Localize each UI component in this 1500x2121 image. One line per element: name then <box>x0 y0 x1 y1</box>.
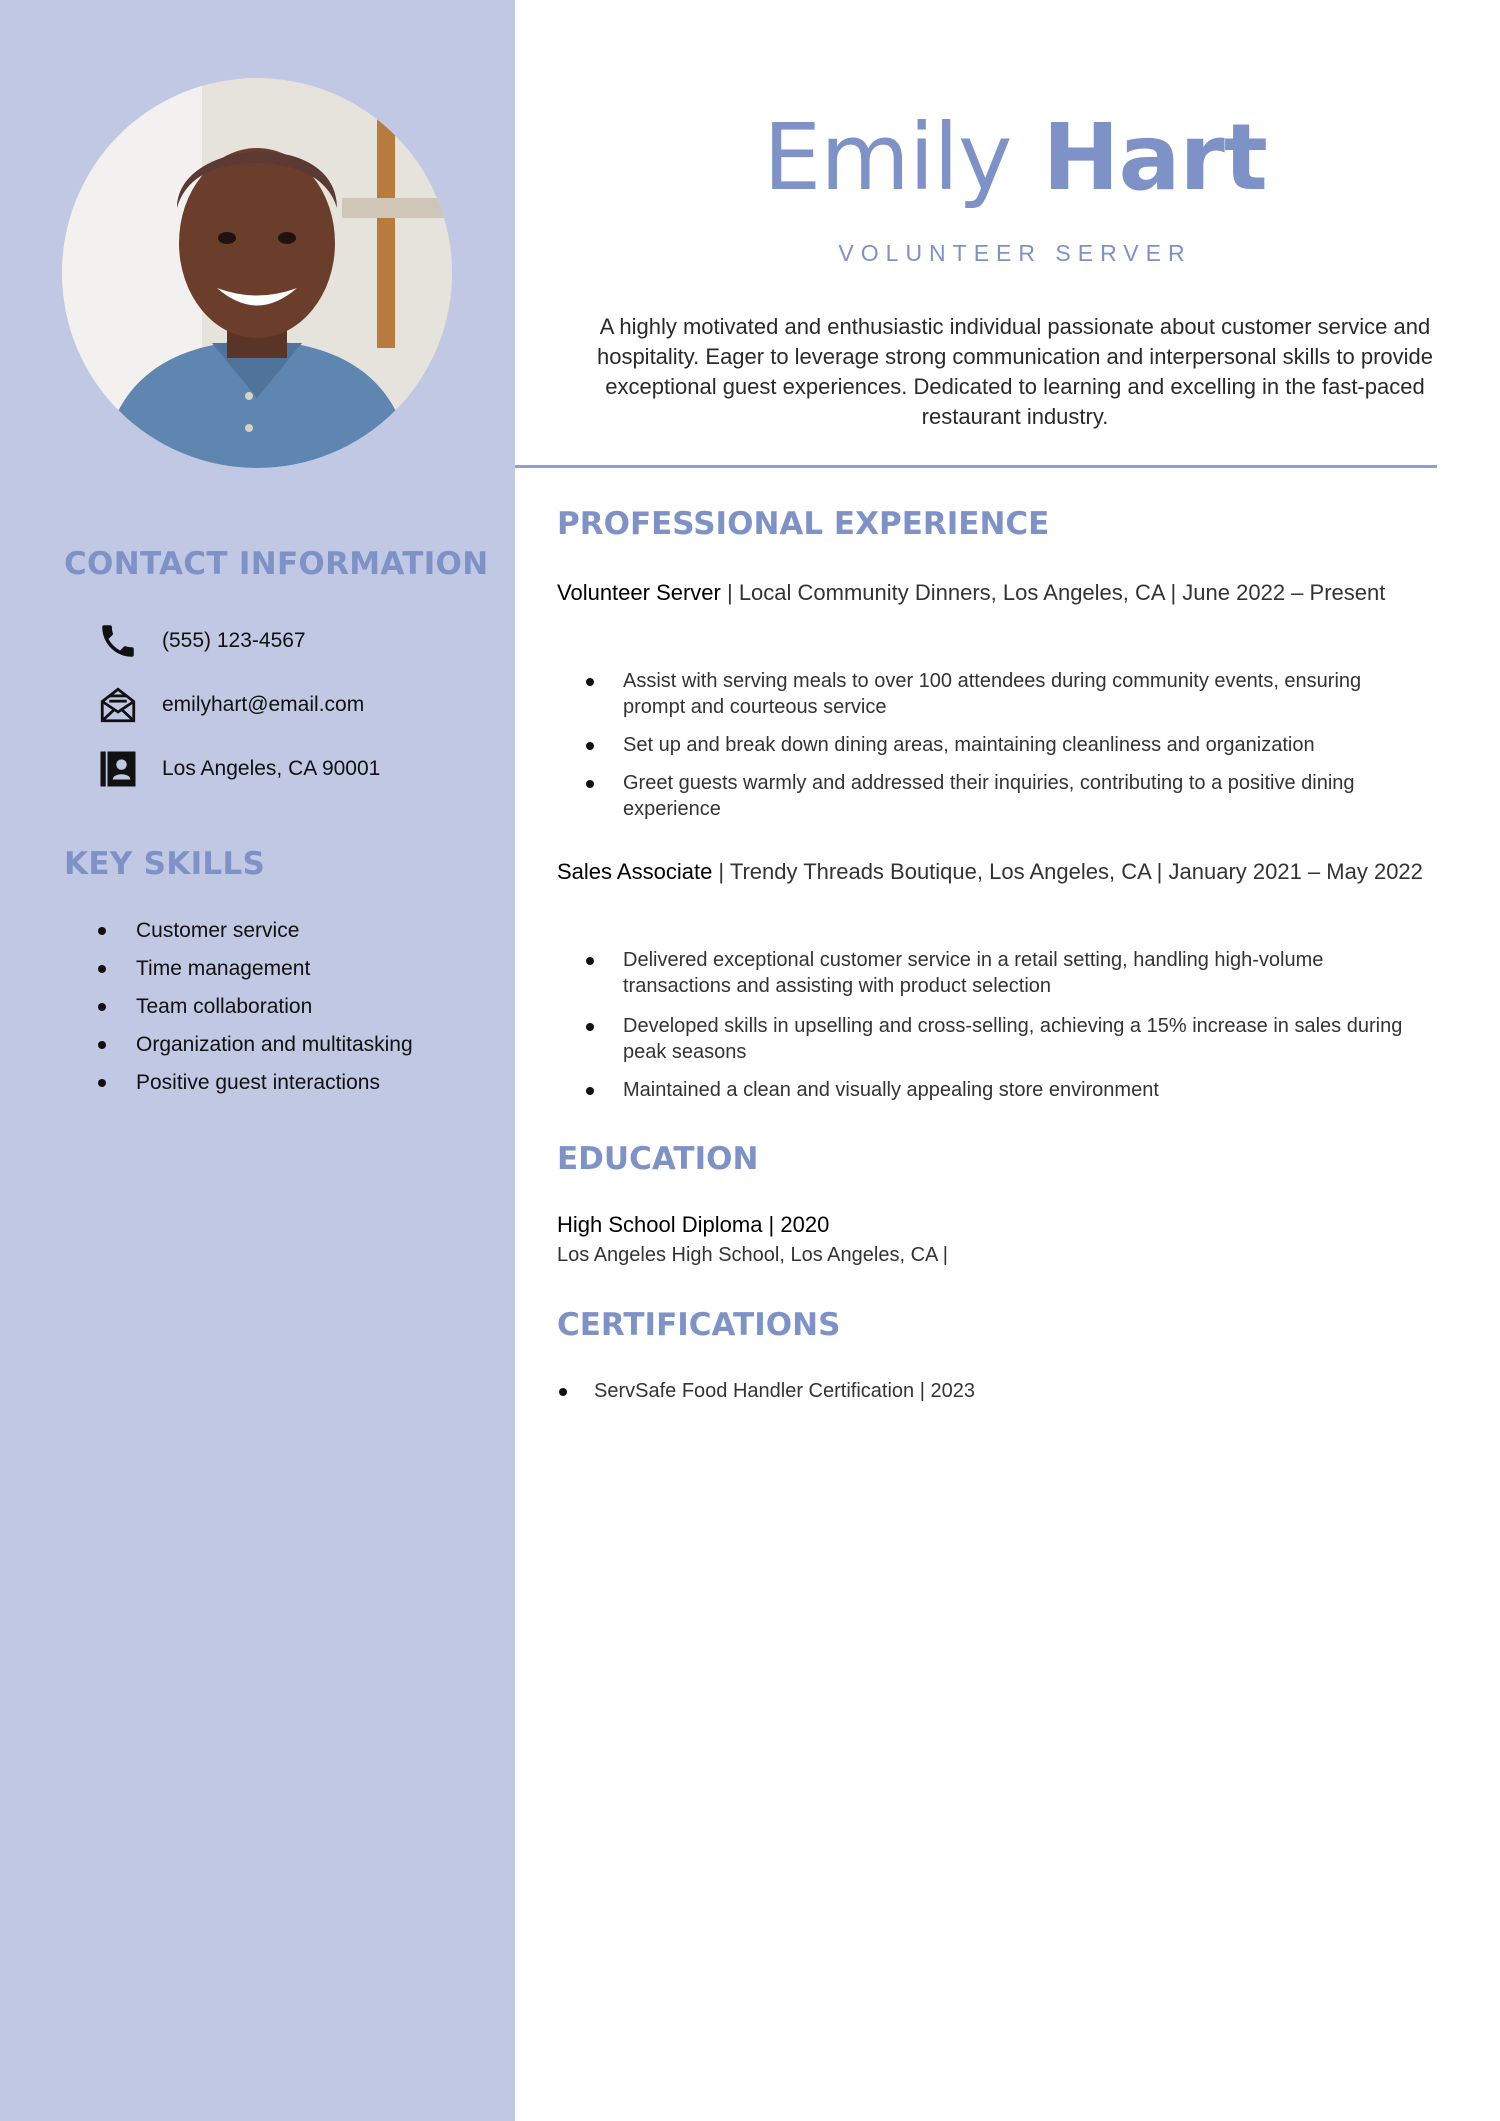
contact-phone <box>96 617 306 665</box>
candidate-name <box>515 104 1500 211</box>
email-text: emilyhart@email.com <box>162 693 365 716</box>
education-heading: EDUCATION <box>557 1141 759 1177</box>
experience-heading: PROFESSIONAL EXPERIENCE <box>557 506 1050 542</box>
job-bullet: Set up and break down dining areas, maintaining cleanliness and organization <box>583 732 1423 758</box>
phone-text: (555) 123-4567 <box>162 629 306 652</box>
job-title: Volunteer Server <box>557 580 721 605</box>
job-bullet: Greet guests warmly and addressed their inquiries, contributing to a positive dining experience <box>583 770 1423 822</box>
portrait-illustration <box>62 78 452 468</box>
profile-photo <box>62 78 452 468</box>
job-bullet: Delivered exceptional customer service in a retail setting, handling high-volume transactions and assisting with product selection <box>583 947 1423 999</box>
skill-item: Organization and multitasking <box>96 1026 413 1064</box>
contact-heading: CONTACT INFORMATION <box>64 546 489 582</box>
header-divider <box>515 465 1437 468</box>
job-bullets <box>583 668 1423 822</box>
job-header <box>557 578 1437 607</box>
job-header <box>557 857 1437 886</box>
first-name: Emily <box>763 104 1012 211</box>
sidebar <box>0 0 515 2121</box>
job-bullet: Developed skills in upselling and cross-selling, achieving a 15% increase in sales during peak seasons <box>583 1013 1423 1065</box>
job-title: Sales Associate <box>557 859 713 884</box>
job-role: VOLUNTEER SERVER <box>838 240 1192 266</box>
job-details: | Trendy Threads Boutique, Los Angeles, CA | January 2021 – May 2022 <box>712 859 1423 884</box>
phone-icon <box>96 619 140 663</box>
education-school: Los Angeles High School, Los Angeles, CA | <box>557 1244 949 1266</box>
contact-email <box>96 681 364 729</box>
skills-heading: KEY SKILLS <box>64 846 266 882</box>
summary: A highly motivated and enthusiastic individual passionate about customer service and hospitality. Eager to leverage strong communication and interpersonal skills to provide exceptional guest experiences. Dedicated to learning and excelling in the fast-paced restaurant industry. <box>596 314 1434 429</box>
education-degree: High School Diploma | 2020 <box>557 1212 830 1237</box>
certification-item: ServSafe Food Handler Certification | 2023 <box>557 1378 975 1404</box>
skill-item: Positive guest interactions <box>96 1064 413 1102</box>
skills-list <box>96 912 413 1102</box>
address-text: Los Angeles, CA 90001 <box>162 757 381 780</box>
main-content <box>515 0 1500 2121</box>
certifications-list <box>557 1378 975 1404</box>
job-details: | Local Community Dinners, Los Angeles, CA | June 2022 – Present <box>720 580 1386 605</box>
skill-item: Team collaboration <box>96 988 413 1026</box>
job-bullet: Maintained a clean and visually appealing store environment <box>583 1077 1423 1103</box>
mail-icon <box>96 683 140 727</box>
certifications-heading: CERTIFICATIONS <box>557 1307 841 1343</box>
job-bullets <box>583 947 1423 1103</box>
address-book-icon <box>96 747 140 791</box>
contact-address <box>96 745 380 793</box>
skill-item: Time management <box>96 950 413 988</box>
job-bullet: Assist with serving meals to over 100 attendees during community events, ensuring prompt and courteous service <box>583 668 1423 720</box>
skill-item: Customer service <box>96 912 413 950</box>
last-name: Hart <box>1042 104 1267 211</box>
